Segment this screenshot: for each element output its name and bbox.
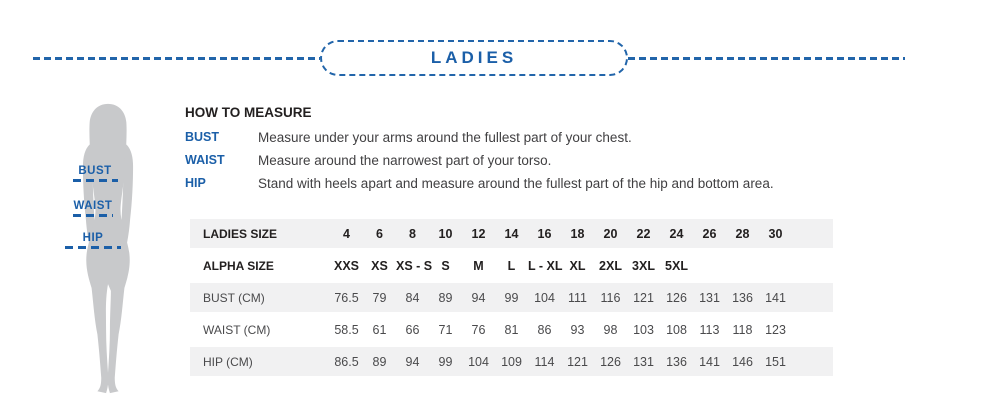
size-table-cell: 109: [501, 354, 522, 369]
size-table-cell: 12: [471, 226, 486, 241]
size-table-cell: 118: [732, 322, 753, 337]
size-table-cell: 121: [567, 354, 588, 369]
size-table-cell: M: [473, 258, 484, 273]
size-table-cell: XXS: [333, 258, 359, 273]
how-to-measure-list: [185, 126, 905, 195]
measure-term: WAIST: [185, 153, 225, 167]
size-table-cell: 104: [534, 290, 555, 305]
size-table-cell: 108: [666, 322, 687, 337]
size-table-cell: 126: [600, 354, 621, 369]
size-table-cell: 151: [765, 354, 786, 369]
size-table-cell: 30: [768, 226, 783, 241]
size-table-cell: 94: [471, 290, 486, 305]
size-table-row-label: WAIST (CM): [203, 322, 271, 337]
dashed-measure-line: [73, 214, 113, 217]
size-table-cell: 121: [633, 290, 654, 305]
size-table-cell: 104: [468, 354, 489, 369]
size-table-cell: 28: [735, 226, 750, 241]
size-table-cell: 89: [438, 290, 453, 305]
size-table-row: [190, 315, 833, 344]
size-table-cell: 71: [438, 322, 453, 337]
size-table-cell: 4: [343, 226, 350, 241]
size-table-cell: 113: [699, 322, 720, 337]
size-table-cell: 146: [732, 354, 753, 369]
size-table-row-filler: [792, 315, 833, 344]
size-table-cell: XS: [371, 258, 388, 273]
size-table-cell: 76: [471, 322, 486, 337]
figure-measure-label: BUST: [78, 165, 112, 177]
measure-description: Measure under your arms around the fullest part of your chest.: [258, 130, 632, 145]
size-table-cell: 5XL: [665, 258, 688, 273]
size-table-cell: 6: [376, 226, 383, 241]
size-table-cell: 141: [699, 354, 720, 369]
figure-measure-label: HIP: [82, 232, 104, 244]
size-table-row-filler: [792, 219, 833, 248]
size-table-cell: 3XL: [632, 258, 655, 273]
size-table-cell: 16: [537, 226, 552, 241]
size-table-row-filler: [792, 283, 833, 312]
size-table-cell: 20: [603, 226, 618, 241]
how-to-measure-title: HOW TO MEASURE: [185, 105, 312, 120]
size-table-cell: 131: [633, 354, 654, 369]
size-table-cell: 24: [669, 226, 684, 241]
size-table-cell: 141: [765, 290, 786, 305]
ladies-section-badge: [320, 40, 628, 76]
size-table-row-filler: [792, 251, 833, 280]
figure-measure-marker: [53, 232, 133, 249]
size-table-cell: 86.5: [334, 354, 359, 369]
size-table-cell: 81: [504, 322, 519, 337]
section-title: LADIES: [430, 48, 518, 67]
size-table-cell: XL: [569, 258, 586, 273]
size-table-cell: 93: [570, 322, 585, 337]
size-table-cell: 114: [534, 354, 555, 369]
size-table-cell: 84: [405, 290, 420, 305]
how-to-measure-section: [185, 105, 905, 195]
measure-description: Stand with heels apart and measure around the fullest part of the hip and bottom area.: [258, 176, 774, 191]
size-table-row-label: HIP (CM): [203, 354, 253, 369]
size-table-cell: L: [507, 258, 516, 273]
size-table-cell: 61: [372, 322, 387, 337]
dashed-measure-line: [65, 246, 121, 249]
size-table-cell: 10: [438, 226, 453, 241]
size-table-cell: 18: [570, 226, 585, 241]
size-table-cell: 58.5: [334, 322, 359, 337]
size-table-cell: 26: [702, 226, 717, 241]
size-table-row: [190, 283, 833, 312]
size-table-row: [190, 219, 833, 248]
size-table-cell: L - XL: [528, 258, 563, 273]
measure-description: Measure around the narrowest part of your torso.: [258, 153, 552, 168]
size-table-cell: 103: [633, 322, 654, 337]
figure-measure-label: WAIST: [73, 200, 113, 212]
female-silhouette-figure: [54, 95, 162, 401]
size-table-cell: 79: [372, 290, 387, 305]
divider-line-right: [628, 57, 905, 60]
size-table-row-filler: [792, 347, 833, 376]
size-table-cell: 86: [537, 322, 552, 337]
size-table: [190, 219, 833, 379]
size-table-cell: 98: [603, 322, 618, 337]
size-table-cell: 66: [405, 322, 420, 337]
size-table-cell: 99: [504, 290, 519, 305]
figure-measure-marker: [55, 165, 135, 182]
size-table-cell: 126: [666, 290, 687, 305]
size-table-cell: 76.5: [334, 290, 359, 305]
size-table-cell: 8: [409, 226, 416, 241]
divider-line-left: [33, 57, 320, 60]
size-table-cell: 131: [699, 290, 720, 305]
size-table-cell: 136: [666, 354, 687, 369]
size-table-row: [190, 251, 833, 280]
size-table-cell: 136: [732, 290, 753, 305]
size-table-cell: 99: [438, 354, 453, 369]
size-table-row-label: ALPHA SIZE: [203, 258, 274, 273]
size-table-cell: S: [441, 258, 450, 273]
measure-term: HIP: [185, 176, 206, 190]
size-table-row-label: BUST (CM): [203, 290, 265, 305]
size-table-cell: 22: [636, 226, 651, 241]
size-table-row: [190, 347, 833, 376]
size-table-row-label: LADIES SIZE: [203, 226, 278, 241]
size-table-cell: XS - S: [396, 258, 433, 273]
measure-term: BUST: [185, 130, 220, 144]
dashed-measure-line: [73, 179, 118, 182]
size-table-cell: 123: [765, 322, 786, 337]
figure-measure-marker: [53, 200, 133, 217]
size-table-cell: 116: [600, 290, 621, 305]
size-table-cell: 111: [567, 290, 587, 305]
size-table-cell: 2XL: [599, 258, 622, 273]
size-table-cell: 94: [405, 354, 420, 369]
size-table-cell: 14: [504, 226, 519, 241]
size-table-cell: 89: [372, 354, 387, 369]
